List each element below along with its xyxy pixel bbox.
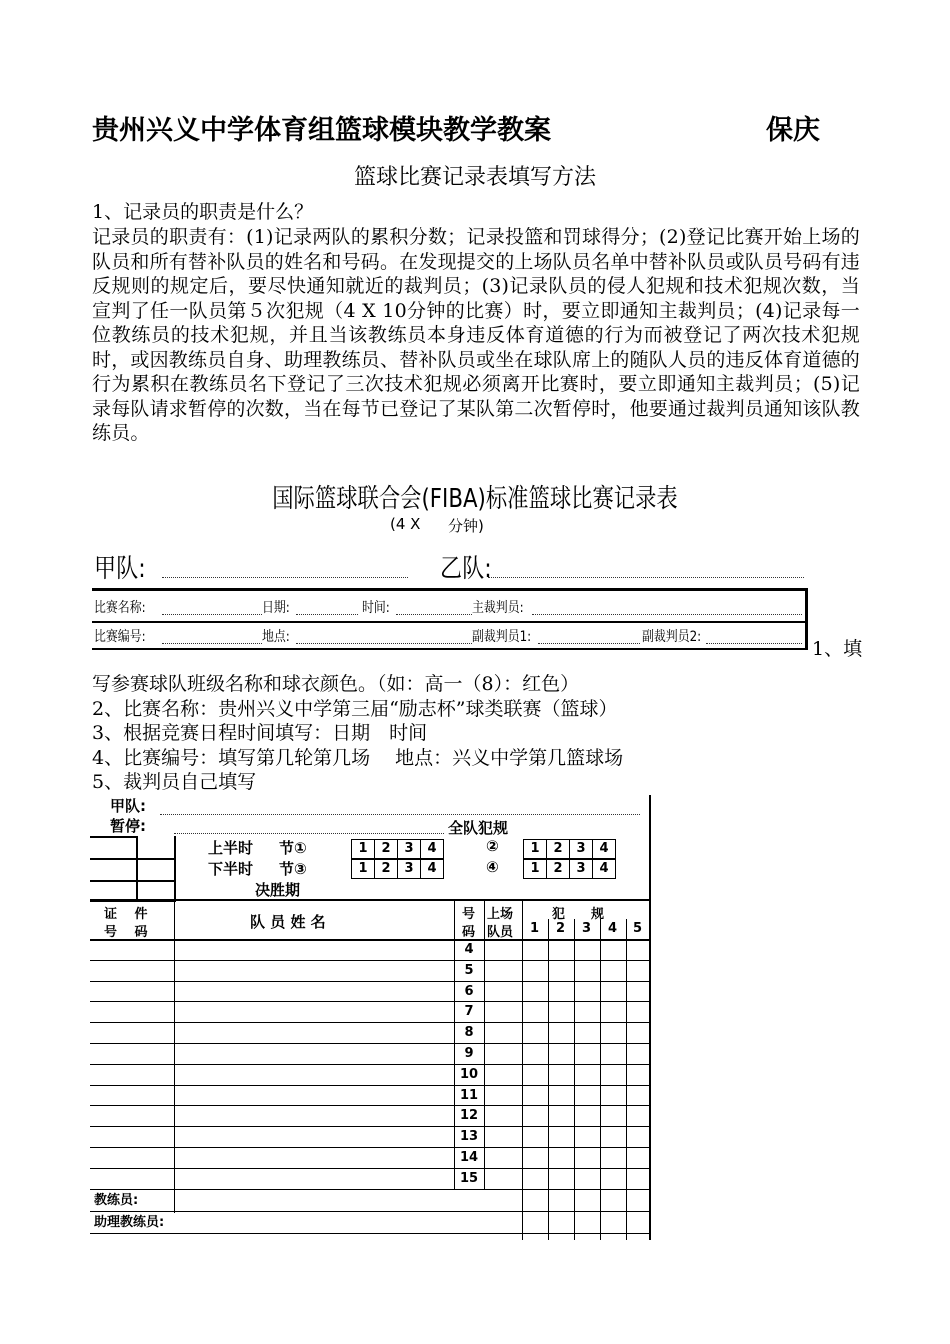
team-a-line xyxy=(162,576,408,578)
match-no-label: 比赛编号: xyxy=(94,629,146,645)
lesson-plan-title: 贵州兴义中学体育组篮球模块教学教案 xyxy=(92,115,551,146)
team-b-label: 乙队: xyxy=(440,554,492,584)
recorder-duties-text: 记录员的职责有：(1)记录两队的累积分数；记录投篮和罚球得分；(2)登记比赛开始上场的队员和所有替补队员的姓名和号码。在发现提交的上场队员名单中替补队员或队员号码有违反规则的规定后，要尽快通知就近的裁判员；(3)记录队员的侵人犯规和技术犯规次数，当宣判了任一队员第５次犯规（4 X 10分钟的比赛）时，要立即通知主裁判员；(4)记录每一位教练员的技术犯规，并且当该教练员本身违反体育道德的行为而被登记了两次技术犯规时，或因教练员自身、助理教练员、替补队员或坐在球队席上的随队人员的违反体育道德的行为累积在教练员名下登记了三次技术犯规必须离开比赛时，要立即通知主裁判员；(5)记录每队请求暂停的次数，当在每节已登记了某队第二次暂停时，他要通过裁判员通知该队教练员。 xyxy=(92,226,861,444)
sheet-timeout-label: 暂停: xyxy=(110,817,146,835)
player-number: 9 xyxy=(464,1046,474,1061)
question-1: 1、记录员的职责是什么？ xyxy=(92,201,314,223)
umpire2-label: 副裁判员2: xyxy=(642,629,702,645)
foul-col-3: 3 xyxy=(582,921,592,936)
sheet-team-line xyxy=(160,813,640,815)
player-number: 8 xyxy=(464,1025,474,1041)
player-number: 11 xyxy=(459,1087,479,1103)
fiba-form-sub-left: (4 X xyxy=(390,515,421,533)
instruction-list xyxy=(92,672,872,795)
table-row-line xyxy=(90,1168,651,1169)
section-subtitle: 篮球比赛记录表填写方法 xyxy=(353,165,596,190)
date-line xyxy=(296,613,358,615)
col-number-header-2: 码 xyxy=(462,925,476,940)
sheet-timeout-line xyxy=(174,832,444,834)
match-no-line xyxy=(162,642,262,644)
timeout-boxes xyxy=(90,836,175,902)
col-starter-header-1: 上场 xyxy=(487,907,514,922)
list-item: 写参赛球队班级名称和球衣颜色。（如：高一（8）：红色） xyxy=(92,673,580,695)
venue-label: 地点: xyxy=(262,629,290,645)
col-fouls-header: 犯 规 xyxy=(552,907,605,922)
table-row-line xyxy=(90,1022,651,1023)
player-number: 6 xyxy=(464,983,474,999)
player-number: 12 xyxy=(459,1108,479,1124)
fouls-period3[interactable]: 1 2 3 4 xyxy=(352,859,444,879)
venue-line xyxy=(296,642,472,644)
match-name-label: 比赛名称: xyxy=(94,600,146,616)
table-row-line xyxy=(90,1147,651,1148)
time-line xyxy=(396,613,472,615)
foul-col-1: 1 xyxy=(530,921,540,936)
coach-label: 教练员: xyxy=(94,1193,139,1208)
table-row-line xyxy=(90,1043,651,1044)
period3-label: 节③ xyxy=(279,860,307,878)
player-number: 10 xyxy=(459,1066,479,1082)
team-a-label: 甲队: xyxy=(94,554,146,584)
list-item: 3、根据竞赛日程时间填写：日期 时间 xyxy=(92,722,428,744)
list-item: 4、比赛编号：填写第几轮第几场 地点：兴义中学第几篮球场 xyxy=(92,746,624,769)
date-label: 日期: xyxy=(262,600,290,616)
second-half-label: 下半时 xyxy=(208,860,254,878)
period4-label: ④ xyxy=(486,858,499,876)
table-row-line xyxy=(90,1126,651,1127)
table-row-line xyxy=(90,1189,651,1190)
col-id-header-1: 证 件 xyxy=(104,907,148,922)
fiba-form-title: 国际篮球联合会(FIBA)标准篮球比赛记录表 xyxy=(272,484,678,514)
time-label: 时间: xyxy=(362,600,390,616)
table-row-line xyxy=(90,1001,651,1002)
table-row-line xyxy=(90,1105,651,1106)
assistant-coach-label: 助理教练员: xyxy=(94,1215,165,1230)
col-starter-header-2: 队员 xyxy=(487,925,514,940)
sheet-team-label: 甲队: xyxy=(110,797,146,815)
list-item: 5、裁判员自己填写 xyxy=(92,771,257,793)
col-number-header-1: 号 xyxy=(462,907,476,922)
foul-col-4: 4 xyxy=(608,921,618,936)
team-fouls-label: 全队犯规 xyxy=(448,819,509,837)
overtime-label: 决胜期 xyxy=(255,881,301,899)
player-number: 5 xyxy=(464,962,474,978)
umpire1-line xyxy=(538,642,640,644)
match-name-line xyxy=(162,613,262,615)
author-name: 保庆 xyxy=(766,115,820,146)
player-number: 4 xyxy=(464,942,474,957)
info-divider xyxy=(92,621,808,623)
col-name-header: 队 员 姓 名 xyxy=(250,913,326,931)
table-row-line xyxy=(90,981,651,982)
fouls-period2[interactable]: 1 2 3 4 xyxy=(524,839,616,859)
list-item: 2、比赛名称：贵州兴义中学第三届“励志杯”球类联赛（篮球） xyxy=(92,697,618,720)
period1-label: 节① xyxy=(279,839,307,857)
referee-line xyxy=(532,613,802,615)
player-number: 13 xyxy=(459,1129,479,1145)
player-table xyxy=(90,899,651,1240)
fouls-period1[interactable]: 1 2 3 4 xyxy=(352,839,444,859)
period2-label: ② xyxy=(486,837,499,855)
umpire2-line xyxy=(706,642,802,644)
referee-label: 主裁判员: xyxy=(472,600,524,616)
table-row-line xyxy=(90,1064,651,1065)
fouls-period4[interactable]: 1 2 3 4 xyxy=(524,859,616,879)
match-info-box xyxy=(92,588,808,650)
team-b-line xyxy=(488,576,804,578)
foul-col-2: 2 xyxy=(556,921,566,936)
player-number: 15 xyxy=(459,1170,479,1186)
first-half-label: 上半时 xyxy=(208,839,254,857)
player-number: 14 xyxy=(459,1150,479,1165)
player-number: 7 xyxy=(464,1004,474,1020)
foul-col-5: 5 xyxy=(633,921,643,936)
table-row-line xyxy=(90,960,651,961)
list-item-1-start: 1、填 xyxy=(812,638,863,660)
umpire1-label: 副裁判员1: xyxy=(472,629,532,645)
table-row-line xyxy=(90,1085,651,1086)
col-id-header-2: 号 码 xyxy=(104,925,148,940)
score-sheet xyxy=(90,795,651,1240)
fiba-form-sub-right: 分钟) xyxy=(448,517,484,535)
